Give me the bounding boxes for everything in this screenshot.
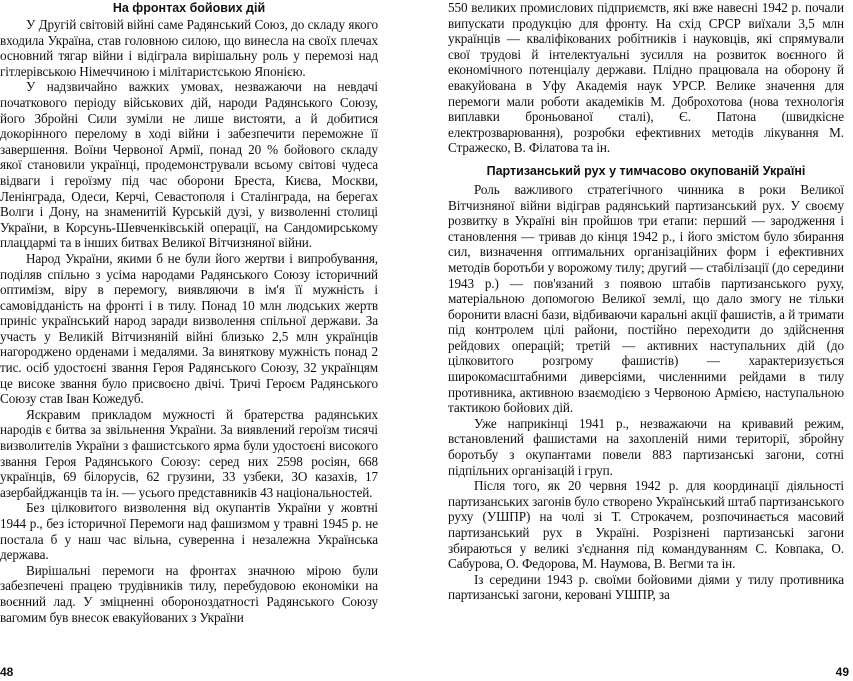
paragraph: Народ України, якими б не були його жертви і випробування, поділяв спільно з усіма народами Радянського Союзу історичний оптимізм, віру в перемогу, виявляючи в ім'я її мужність і самовідданість на фронті і в тилу. Понад 10 млн людських жертв приніс український народ заради визволення спільної держави. За участь у Великій Вітчизняній війні близько 2,5 млн українців нагороджено орденами і медалями. За виняткову мужність понад 2 тис. осіб удостоєні звання Героя Радянського Союзу, 32 українцям це високе звання було присвоєно двічі. Тричі Героєм Радянського Союзу став Іван Кожедуб. <box>0 250 378 407</box>
paragraph: Без цілковитого визволення від окупантів України у жовтні 1944 р., без історичної Перемоги над фашизмом у травні 1945 р. не постала б у наш час вільна, суверенна і незалежна Українська держава. <box>0 500 378 563</box>
page-number-right: 49 <box>835 665 849 679</box>
paragraph: У Другій світовій війні саме Радянський Союз, до складу якого входила Україна, став головною силою, що винесла на своїх плечах основний тягар війни і відіграла вирішальну роль у перемозі над гітлерівською Німеччиною і мілітаристською Японією. <box>0 17 378 79</box>
paragraph: Роль важливого стратегічного чинника в роки Великої Вітчизняної війни відіграв радянський партизанський рух. У своєму розвитку в Україні він пройшов три етапи: перший — зародження і становлення — тривав до кінця 1942 р., і його змістом було збирання сил, визначення оптимальних організаційних форм і ефективних методів боротьби у ворожому тилу; другий — стабілізації (до середини 1943 р.) — пов'язаний з появою штабів партизанського руху, матеріальною допомогою Великої землі, що дало змогу не тільки боронити власні бази, відбиваючи каральні акції фашистів, а й тримати під контролем цілі райони, постійно переходити до здійснення рейдових операцій; третій — активних наступальних дій (до цілковитого розгрому фашистів) — характеризується широкомасштабними диверсіями, численними рейдами в тилу противника, активною взаємодією з Червоною Армією, наступальною тактикою бойових дій. <box>448 181 844 416</box>
paragraph: Вирішальні перемоги на фронтах значною мірою були забезпечені працею трудівників тилу, перебудовою економіки на воєнний лад. У зміцненні обороноздатності Радянського Союзу вагомим був внесок евакуйованих з України <box>0 562 378 625</box>
left-text-column <box>0 0 378 625</box>
paragraph-continuation: 550 великих промислових підприємств, які вже навесні 1942 р. почали випускати продукцію для фронту. На схід СРСР виїхали 3,5 млн українців — кваліфікованих робітників і науковців, які спрямували свої трудові й інтелектуальні зусилля на розвиток воєнного й економічного потенціалу держави. Плідно працювала на оборону й евакуйована в Уфу Академія наук УРСР. Велике значення для перемоги мали роботи академіків М. Доброхотова (нова технологія виплавки броньованої сталі), Є. Патона (швидкісне електрозварювання), розробки ефективних методів лікування М. Стражеско, В. Філатова та ін. <box>448 0 844 156</box>
paragraph: Уже наприкінці 1941 р., незважаючи на кривавий режим, встановлений фашистами на захопленій ними території, збройну боротьбу з окупантами повели 883 партизанські загони, сотні підпільних організацій і груп. <box>448 415 844 478</box>
right-page <box>448 0 853 681</box>
paragraph: Яскравим прикладом мужності й братерства радянських народів є битва за звільнення України. За виявлений героїзм тисячі визволителів України з фашистського ярма були удостоєні високого звання Героя Радянського Союзу: серед них 2598 росіян, 668 українців, 69 білорусів, 62 грузини, 33 узбеки, ЗО казахів, 17 азербайджанців та ін. — усього представників 43 національностей. <box>0 406 378 500</box>
left-page <box>0 0 405 681</box>
section-heading-partisans: Партизанський рух у тимчасово окупованій Україні <box>486 163 806 178</box>
page-number-left: 48 <box>0 665 14 679</box>
paragraph: У надзвичайно важких умовах, незважаючи на невдачі початкового періоду військових дій, народи Радянського Союзу, його Збройні Сили зуміли не лише вистояти, а й добитися докорінного перелому в ході війни і забезпечити переможне її завершення. Воїни Червоної Армії, понад 20 % бойового складу якої становили українці, продемонстрували всьому світові чудеса відваги і героїзму під час оборони Бреста, Києва, Москви, Ленінграда, Одеси, Керчі, Севастополя і Сталінграда, на берегах Волги і Дону, на знаменитій Курській дузі, у визволенні столиці України, в Корсунь-Шевченківській операції, на Сандомирському плацдармі та в інших битвах Великої Вітчизняної війни. <box>0 79 378 251</box>
section-heading-fronts: На фронтах бойових дій <box>112 1 266 15</box>
paragraph: Із середини 1943 р. своїми бойовими діями у тилу противника партизанські загони, керовані УШПР, за <box>448 571 844 603</box>
paragraph: Після того, як 20 червня 1942 р. для координації діяльності партизанських загонів було створено Український штаб партизанського руху (УШПР) на чолі зі Т. Строкачем, розпочинається масовий партизанський рух в Україні. Розрізнені партизанські загони збираються у великі з'єднання під командуванням С. Ковпака, О. Сабурова, О. Федорова, М. Наумова, В. Вегми та ін. <box>448 478 844 572</box>
right-text-column <box>448 0 844 603</box>
